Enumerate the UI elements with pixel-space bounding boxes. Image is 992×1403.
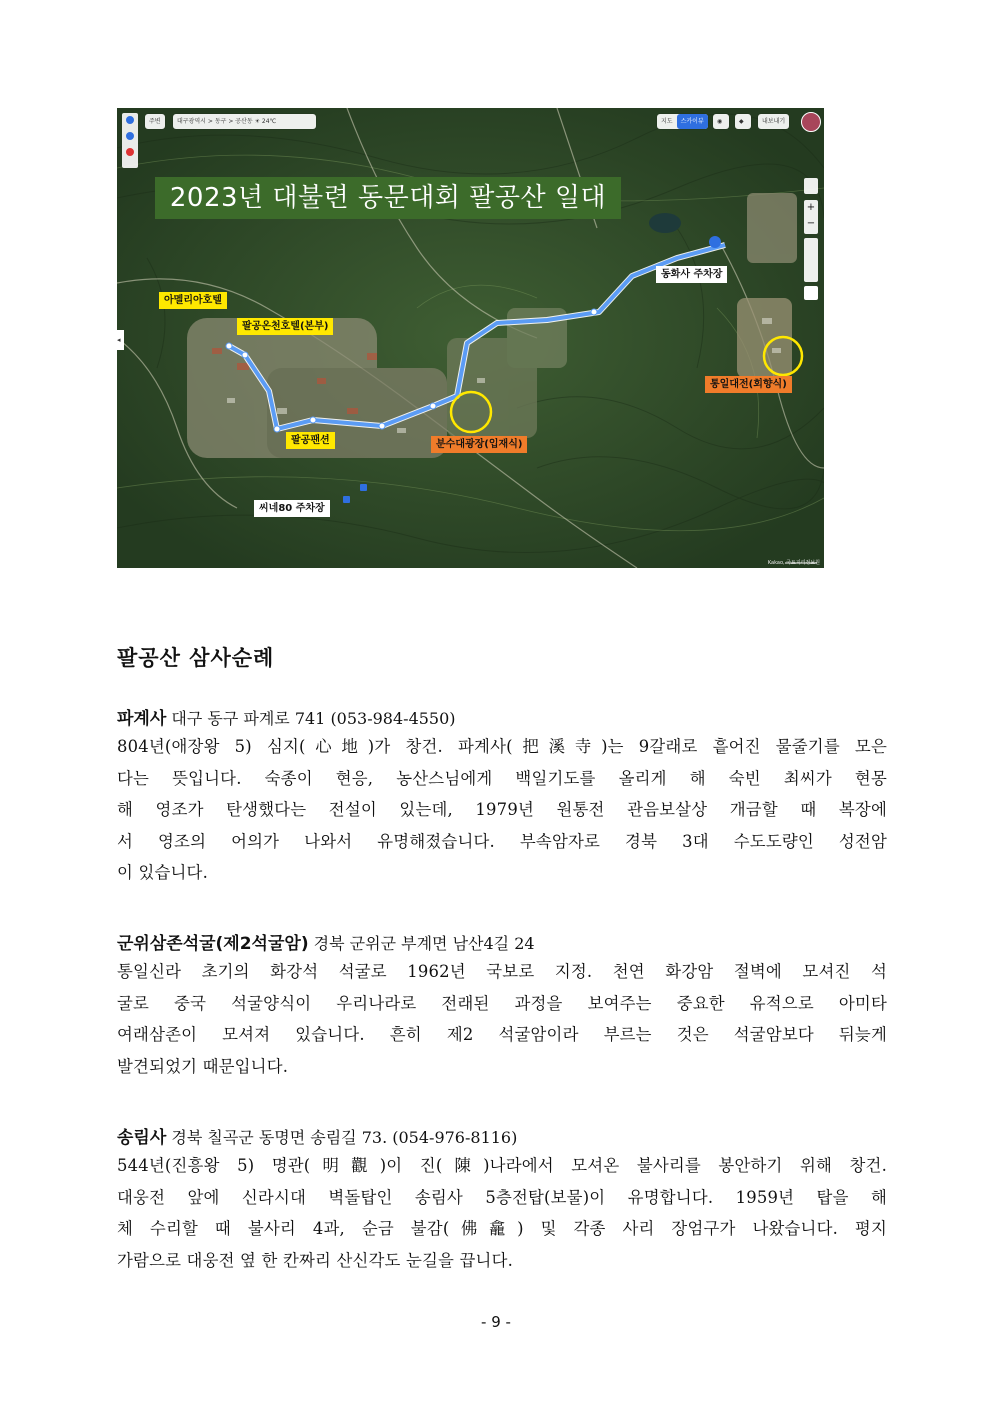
section-gunwi-grotto <box>117 932 887 1082</box>
export-button[interactable]: 내보내기 <box>758 114 789 129</box>
weather-temp: 24℃ <box>261 118 277 125</box>
breadcrumb-item[interactable]: 대구광역시 <box>177 118 206 125</box>
label-tongil-daejeon: 통일대전(회향식) <box>705 376 792 393</box>
paragraph-line: 804년(애장왕 5) 심지(心地)가 창건. 파계사(把溪寺)는 9갈래로 흩어진 물줄기를 모은 <box>117 737 887 756</box>
paragraph-line: 발견되었기 때문입니다. <box>117 1056 289 1076</box>
collapse-panel-icon[interactable]: ◂ <box>117 330 124 350</box>
map-view-tab[interactable]: 지도 <box>661 118 673 125</box>
paragraph-line: 통일신라 초기의 화강석 석굴로 1962년 국보로 지정. 천연 화강암 절벽에 모셔진 석 <box>117 962 887 981</box>
label-donghwasa-parking: 동화사 주차장 <box>656 266 727 283</box>
paragraph-line: 체 수리할 때 불사리 4과, 순금 불감(佛龕) 및 각종 사리 장엄구가 나왔습니다. 평지 <box>117 1219 887 1239</box>
map-image <box>117 108 824 568</box>
breadcrumb: 대구광역시 > 동구 > 공산동 ☀ 24℃ <box>173 114 316 129</box>
paragraph-line: 가람으로 대웅전 옆 한 칸짜리 산신각도 눈길을 끕니다. <box>117 1250 514 1270</box>
page-number: - 9 - <box>481 1313 511 1331</box>
breadcrumb-item[interactable]: 공산동 <box>235 118 253 125</box>
layers-icon[interactable]: ◆ <box>735 114 751 129</box>
label-palgong-oncheon-hotel: 팔공온천호텔(본부) <box>237 318 333 335</box>
temple-info: 대구 동구 파계로 741 (053-984-4550) <box>166 709 456 728</box>
paragraph-line: 굴로 중국 석굴양식이 우리나라로 전래된 과정을 보여주는 중요한 유적으로 아미타 <box>117 993 887 1013</box>
zoom-control <box>804 200 818 234</box>
nearby-button[interactable]: 주변 <box>145 114 165 129</box>
zoom-in-icon[interactable]: + <box>806 202 816 213</box>
paragraph-line: 서 영조의 어의가 나와서 유명해졌습니다. 부속암자로 경북 3대 수도도량인 성전암 <box>117 831 887 851</box>
page-heading: 팔공산 삼사순례 <box>117 646 275 670</box>
section-header <box>117 932 887 956</box>
label-cine80-parking: 씨네80 주차장 <box>254 500 330 517</box>
section-pagyesa <box>117 707 887 889</box>
temple-name: 군위삼존석굴(제2석굴암) <box>117 934 309 954</box>
paragraph-line: 544년(진흥왕 5) 명관(明觀)이 진(陳)나라에서 모셔온 불사리를 봉안하기 위해 창건. <box>117 1156 887 1175</box>
view-toggle <box>657 114 708 129</box>
map-title: 2023년 대불련 동문대회 팔공산 일대 <box>155 177 621 219</box>
pin-icon[interactable] <box>126 148 134 156</box>
tools-control[interactable] <box>804 238 818 282</box>
compass-icon[interactable] <box>804 178 818 194</box>
left-tool-panel <box>122 113 138 168</box>
paragraph-line: 다는 뜻입니다. 숙종이 현응, 농산스님에게 백일기도를 올리게 해 숙빈 최씨가 현몽 <box>117 768 887 788</box>
paragraph-line: 해 영조가 탄생했다는 전설이 있는데, 1979년 원통전 관음보살상 개금할 때 복장에 <box>117 800 887 820</box>
label-amelia-hotel: 아멜리아호텔 <box>159 292 227 309</box>
label-fountain-plaza: 분수대광장(입재식) <box>431 436 527 453</box>
section-songnimsa <box>117 1126 887 1276</box>
label-palgong-pension: 팔공팬션 <box>286 432 335 449</box>
map-toolbar <box>117 108 824 134</box>
map-attribution: Kakao, 국토지리정보원 <box>767 560 820 566</box>
skyview-tab[interactable]: 스카이뷰 <box>677 114 708 129</box>
paragraph-line: 이 있습니다. <box>117 863 208 883</box>
temple-name: 송림사 <box>117 1128 167 1148</box>
avatar[interactable] <box>801 112 821 132</box>
section-header <box>117 707 887 731</box>
pin-icon[interactable] <box>126 116 134 124</box>
sun-icon: ☀ <box>254 118 260 125</box>
pin-icon[interactable] <box>126 132 134 140</box>
paragraph-line: 대웅전 앞에 신라시대 벽돌탑인 송림사 5층전탑(보물)이 유명합니다. 1959년 탑을 해 <box>117 1187 887 1207</box>
paragraph-line: 여래삼존이 모셔져 있습니다. 흔히 제2 석굴암이라 부르는 것은 석굴암보다 뒤늦게 <box>117 1025 887 1045</box>
temple-name: 파계사 <box>117 709 167 729</box>
location-icon[interactable]: ◉ <box>713 114 729 129</box>
temple-info: 경북 군위군 부계면 남산4길 24 <box>308 934 535 953</box>
section-header <box>117 1126 887 1150</box>
breadcrumb-item[interactable]: 동구 <box>214 118 227 125</box>
pin-icon[interactable] <box>804 286 818 300</box>
zoom-out-icon[interactable]: − <box>806 218 816 229</box>
temple-info: 경북 칠곡군 동명면 송림길 73. (054-976-8116) <box>166 1128 518 1147</box>
